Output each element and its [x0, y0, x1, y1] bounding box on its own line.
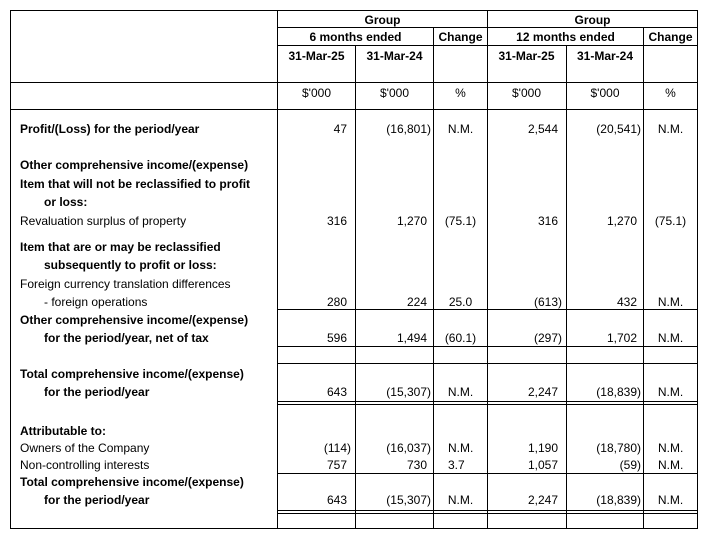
value-cell: 1,190: [527, 441, 558, 455]
row-label: for the period/year, net of tax: [44, 331, 209, 345]
unit-heading: $'000: [590, 86, 620, 100]
value-cell: 1,702: [606, 331, 637, 345]
value-cell: 47: [333, 122, 347, 136]
value-cell: (15,307): [386, 493, 431, 507]
row-label: for the period/year: [44, 385, 150, 399]
value-cell: (16,037): [386, 441, 431, 455]
row-label: Total comprehensive income/(expense): [20, 367, 244, 381]
value-cell: N.M.: [658, 441, 684, 455]
value-cell: (18,839): [596, 493, 641, 507]
total-rule: [277, 510, 698, 511]
value-cell: 1,057: [527, 458, 558, 472]
value-cell: 2,247: [527, 493, 558, 507]
row-label: Owners of the Company: [20, 441, 150, 455]
subtotal-rule: [277, 309, 698, 310]
row-label: Other comprehensive income/(expense): [20, 158, 249, 172]
period-heading-6m: 6 months ended: [309, 30, 402, 44]
value-cell: 643: [326, 493, 347, 507]
row-label: Foreign currency translation differences: [20, 277, 231, 291]
value-cell: N.M.: [447, 122, 474, 136]
row-label: Item that are or may be reclassified: [20, 240, 221, 254]
value-cell: 1,270: [396, 214, 427, 228]
value-cell: (16,801): [386, 122, 431, 136]
total-rule: [277, 404, 698, 405]
row-label: Non-controlling interests: [20, 458, 150, 472]
value-cell: N.M.: [448, 441, 474, 455]
value-cell: N.M.: [657, 331, 684, 345]
row-label: Attributable to:: [20, 424, 106, 438]
value-cell: 757: [326, 458, 347, 472]
table-border-left: [10, 10, 11, 529]
date-heading: 31-Mar-25: [498, 49, 555, 63]
row-label: or loss:: [44, 195, 88, 209]
group-heading-6m: Group: [364, 13, 401, 27]
value-cell: 25.0: [448, 295, 473, 309]
header-rule: [277, 27, 698, 28]
unit-heading: $'000: [302, 86, 331, 100]
value-cell: N.M.: [658, 458, 684, 472]
value-cell: (114): [323, 441, 351, 455]
group-heading-12m: Group: [574, 13, 611, 27]
subtotal-rule: [277, 473, 698, 474]
unit-heading: $'000: [380, 86, 409, 100]
value-cell: (18,839): [596, 385, 641, 399]
value-cell: (59): [619, 458, 641, 472]
value-cell: (75.1): [654, 214, 687, 228]
row-label: Profit/(Loss) for the period/year: [20, 122, 200, 136]
value-cell: 1,494: [396, 331, 427, 345]
row-label: - foreign operations: [44, 295, 148, 309]
column-divider: [566, 45, 567, 529]
change-heading-12m: Change: [648, 30, 693, 44]
row-label: Item that will not be reclassified to profit: [20, 177, 251, 191]
total-rule: [277, 401, 698, 402]
header-rule: [10, 82, 698, 83]
value-cell: 730: [406, 458, 427, 472]
value-cell: (20,541): [596, 122, 641, 136]
row-label: Other comprehensive income/(expense): [20, 313, 249, 327]
value-cell: 2,544: [527, 122, 558, 136]
header-rule: [277, 45, 698, 46]
table-border-top: [10, 10, 698, 11]
column-divider: [355, 45, 356, 529]
value-cell: 596: [326, 331, 347, 345]
change-heading-6m: Change: [438, 30, 483, 44]
value-cell: 316: [537, 214, 558, 228]
value-cell: 1,270: [606, 214, 637, 228]
header-rule: [10, 109, 698, 110]
period-heading-12m: 12 months ended: [516, 30, 615, 44]
value-cell: N.M.: [657, 493, 684, 507]
value-cell: 280: [326, 295, 347, 309]
unit-heading: %: [665, 86, 676, 100]
subtotal-rule: [277, 363, 698, 364]
unit-heading: %: [455, 86, 466, 100]
value-cell: 432: [616, 295, 637, 309]
value-cell: (613): [533, 295, 562, 309]
value-cell: 3.7: [448, 458, 465, 472]
date-heading: 31-Mar-24: [576, 49, 634, 63]
value-cell: 316: [326, 214, 347, 228]
column-divider: [643, 27, 644, 529]
value-cell: 224: [406, 295, 427, 309]
date-heading: 31-Mar-24: [366, 49, 423, 63]
value-cell: 2,247: [527, 385, 558, 399]
table-border-bottom: [10, 528, 698, 529]
subtotal-rule: [277, 346, 698, 347]
date-heading: 31-Mar-25: [288, 49, 345, 63]
total-rule: [277, 513, 698, 514]
row-label: Total comprehensive income/(expense): [20, 475, 244, 489]
value-cell: N.M.: [447, 493, 474, 507]
value-cell: (18,780): [596, 441, 641, 455]
row-label: for the period/year: [44, 493, 150, 507]
value-cell: N.M.: [447, 385, 474, 399]
value-cell: N.M.: [657, 122, 684, 136]
value-cell: 643: [326, 385, 347, 399]
value-cell: (15,307): [386, 385, 431, 399]
row-label: Revaluation surplus of property: [20, 214, 187, 228]
value-cell: (75.1): [444, 214, 477, 228]
unit-heading: $'000: [512, 86, 541, 100]
value-cell: (60.1): [444, 331, 477, 345]
row-label: subsequently to profit or loss:: [44, 258, 217, 272]
value-cell: N.M.: [657, 295, 684, 309]
value-cell: N.M.: [657, 385, 684, 399]
value-cell: (297): [533, 331, 562, 345]
column-divider: [433, 27, 434, 529]
